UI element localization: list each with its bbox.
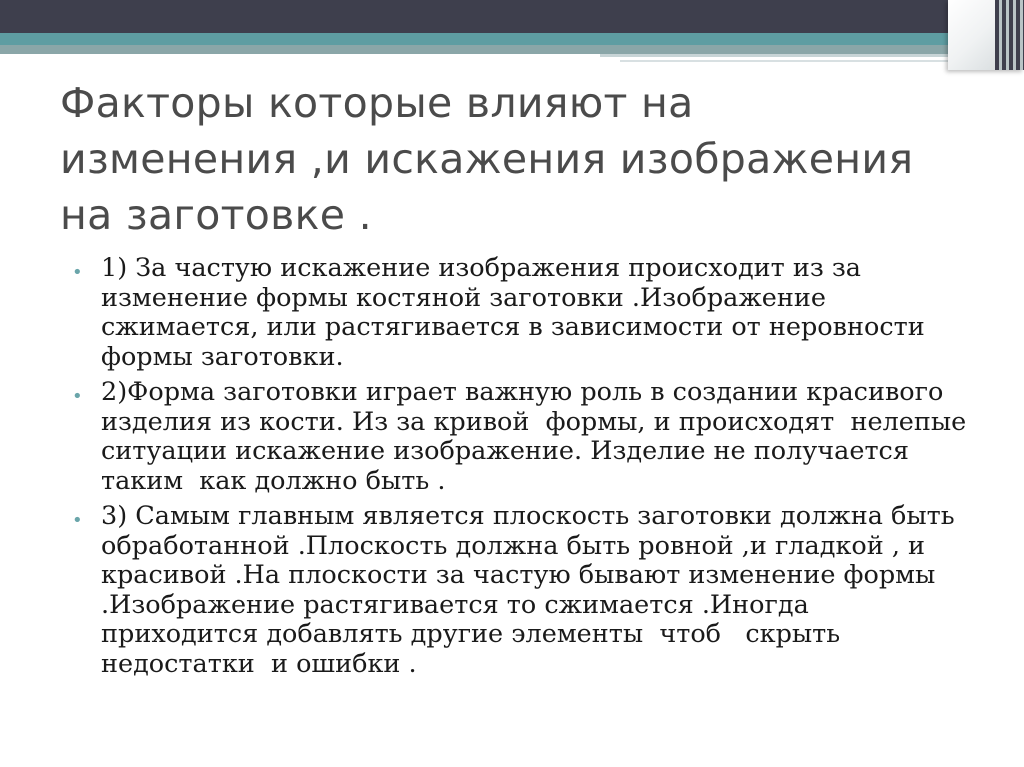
header-accent-line — [620, 60, 950, 62]
bullet-dot-icon: • — [72, 510, 83, 531]
header-accent-line — [600, 54, 950, 57]
header-bar-gray — [0, 45, 1024, 54]
header-bar-dark — [0, 0, 1024, 33]
corner-stripes-decoration — [995, 0, 1024, 70]
list-item — [72, 254, 972, 372]
header-bar-teal — [0, 33, 1024, 45]
bullet-list — [72, 253, 975, 685]
slide-title: Факторы которые влияют на изменения ,и искажения изображения на заготовке . — [60, 79, 914, 239]
list-item-text: 2)Форма заготовки играет важную роль в создании красивого изделия из кости. Из за кривой формы, и происходят нелепые ситуации искажение изображение. Изделие не получается таким как должно быть . — [101, 377, 975, 496]
list-item — [72, 377, 975, 496]
bullet-dot-icon: • — [72, 262, 83, 283]
list-item-text: 3) Самым главным является плоскость заготовки должна быть обработанной .Плоскость должна быть ровной ,и гладкой , и красивой .На плоскости за частую бывают изменение формы .Изображение растягивается то сжимается .Иногда приходится добавлять другие элементы чтоб скрыть недостатки и ошибки . — [101, 501, 971, 679]
bullet-dot-icon: • — [72, 386, 83, 407]
list-item-text: 1) За частую искажение изображения происходит из за изменение формы костяной заготовки .Изображение сжимается, или растягивается в зависимости от неровности формы заготовки. — [101, 253, 933, 372]
list-item — [72, 502, 972, 679]
